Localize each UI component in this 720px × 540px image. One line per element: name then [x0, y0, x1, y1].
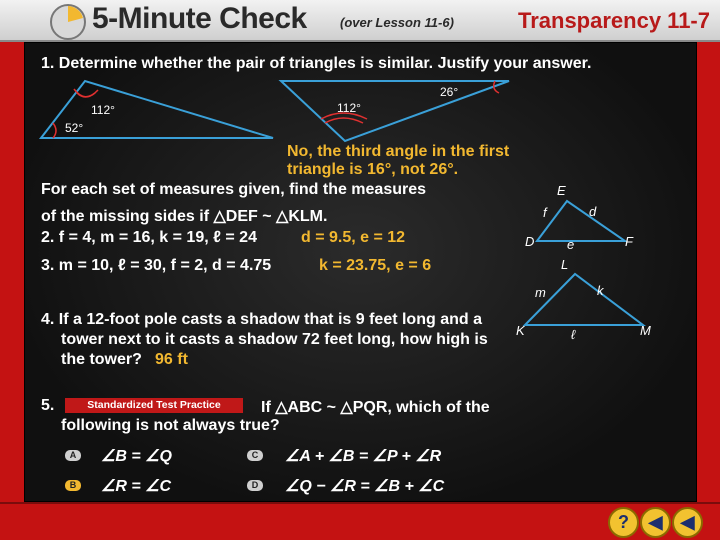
def-side-e: e — [567, 237, 575, 252]
def-side-f: f — [543, 205, 547, 220]
choice-D-text[interactable]: ∠Q − ∠R = ∠B + ∠C — [285, 478, 445, 495]
question-4-line-1: 4. If a 12-foot pole casts a shadow that is 9 feet long and a — [41, 311, 482, 328]
rewind-icon: ◀ — [648, 512, 663, 532]
page-title: 5-Minute Check — [92, 2, 307, 35]
content-panel — [24, 42, 697, 502]
question-2-answer: d = 9.5, e = 12 — [301, 229, 406, 246]
choice-B-text[interactable]: ∠R = ∠C — [101, 478, 172, 495]
q1-answer-line-2: triangle is 16°, not 26°. — [287, 161, 459, 178]
previous-icon: ◀ — [680, 512, 695, 532]
choice-B-icon[interactable]: B — [65, 480, 81, 491]
klm-vertex-K: K — [516, 323, 525, 338]
choice-A-icon[interactable]: A — [65, 450, 81, 461]
choice-A-text[interactable]: ∠B = ∠Q — [101, 448, 172, 465]
question-5-number: 5. — [41, 397, 55, 414]
help-icon: ? — [618, 512, 629, 532]
def-vertex-E: E — [557, 183, 566, 198]
klm-vertex-L: L — [561, 257, 569, 272]
question-4-answer: 96 ft — [155, 351, 188, 368]
def-vertex-D: D — [525, 234, 535, 249]
def-vertex-F: F — [625, 234, 633, 249]
klm-side-k: k — [597, 283, 604, 298]
header-bar — [0, 0, 720, 42]
tri1-angle-left-label: 52° — [65, 121, 84, 135]
clock-wedge-icon — [50, 4, 86, 40]
question-3-answer: k = 23.75, e = 6 — [319, 257, 432, 274]
choice-C-icon[interactable]: C — [247, 450, 263, 461]
question-5-line-1: If △ABC ~ △PQR, which of the — [261, 399, 490, 416]
question-4-line-3: the tower? — [61, 351, 142, 368]
question-2-text: 2. f = 4, m = 16, k = 19, ℓ = 24 — [41, 229, 257, 246]
bottom-strip — [0, 502, 720, 504]
transparency-label: Transparency 11-7 — [517, 8, 710, 33]
question-1-text: 1. Determine whether the pair of triangles is similar. Justify your answer. — [41, 55, 592, 72]
question-5-line-2: following is not always true? — [61, 417, 280, 434]
klm-side-l: ℓ — [571, 327, 576, 342]
klm-side-m: m — [535, 285, 546, 300]
klm-vertex-M: M — [640, 323, 651, 338]
previous-button[interactable] — [672, 507, 703, 538]
def-side-d: d — [589, 204, 597, 219]
help-button[interactable] — [608, 507, 639, 538]
tri2-angle-right-label: 26° — [440, 85, 459, 99]
def-klm-triangles-figure — [515, 183, 685, 343]
page-subtitle: (over Lesson 11-6) — [340, 15, 454, 30]
intro-line-2: of the missing sides if △DEF ~ △KLM. — [41, 208, 328, 225]
choice-C-text[interactable]: ∠A + ∠B = ∠P + ∠R — [285, 448, 442, 465]
back-button[interactable] — [640, 507, 671, 538]
tri2-angle-mid-label: 112° — [337, 101, 361, 115]
intro-line-1: For each set of measures given, find the measures — [41, 181, 427, 198]
question-3-text: 3. m = 10, ℓ = 30, f = 2, d = 4.75 — [41, 257, 272, 274]
question-4-line-2: tower next to it casts a shadow 72 feet long, how high is — [61, 331, 488, 348]
q1-answer-line-1: No, the third angle in the first — [287, 143, 510, 160]
standardized-test-badge: Standardized Test Practice — [65, 398, 243, 413]
tri1-angle-top-label: 112° — [91, 103, 115, 117]
choice-D-icon[interactable]: D — [247, 480, 263, 491]
